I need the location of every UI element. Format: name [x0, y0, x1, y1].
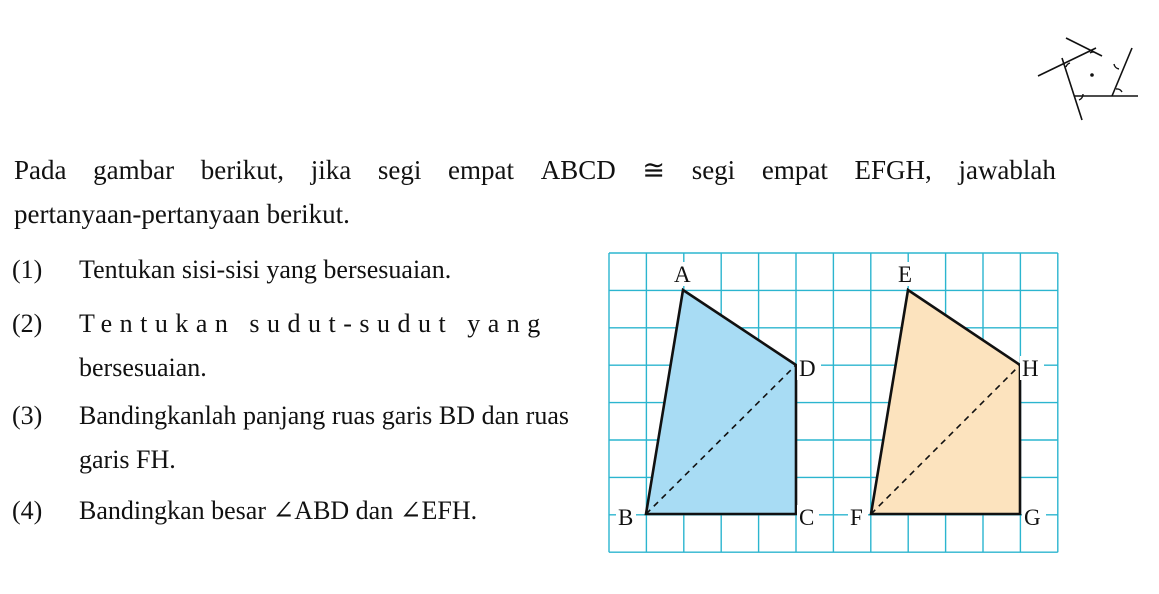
label-h: H [1022, 356, 1039, 381]
intro-word: EFGH, [854, 155, 932, 185]
question-number: (2) [12, 309, 43, 338]
intro-word: Pada [14, 155, 67, 185]
label-d: D [799, 356, 816, 381]
label-e: E [898, 262, 913, 287]
question-text-line-2: bersesuaian. [79, 353, 207, 382]
intro-word: empat [761, 155, 828, 185]
intro-line-2: pertanyaan-pertanyaan berikut. [14, 199, 350, 229]
label-a: A [674, 262, 691, 287]
quadrilateral-abcd [646, 290, 796, 514]
question-text: Tentukan sisi-sisi yang bersesuaian. [79, 255, 452, 284]
intro-word: jika [310, 155, 352, 185]
question-text: Bandingkan besar ∠ABD dan ∠EFH. [79, 496, 478, 525]
intro-word: segi [691, 155, 736, 185]
intro-word: ABCD [540, 155, 616, 185]
intro-word: empat [448, 155, 515, 185]
question-number: (4) [12, 496, 43, 525]
quadrilateral-efgh [871, 290, 1020, 514]
intro-word: segi [377, 155, 422, 185]
label-g: G [1024, 505, 1041, 530]
label-f: F [850, 505, 863, 530]
label-c: C [799, 505, 815, 530]
question-text: Bandingkanlah panjang ruas garis BD dan ruas garis FH. [79, 401, 569, 474]
question-number: (1) [12, 255, 43, 284]
question-text-line-1: Tentukan sudut-sudut yang [79, 309, 548, 338]
question-number: (3) [12, 401, 43, 430]
intro-word: jawablah [958, 155, 1056, 185]
congruent-symbol: ≅ [642, 155, 666, 185]
intro-word: berikut, [200, 155, 285, 185]
label-b: B [618, 505, 634, 530]
intro-word: gambar [93, 155, 175, 185]
